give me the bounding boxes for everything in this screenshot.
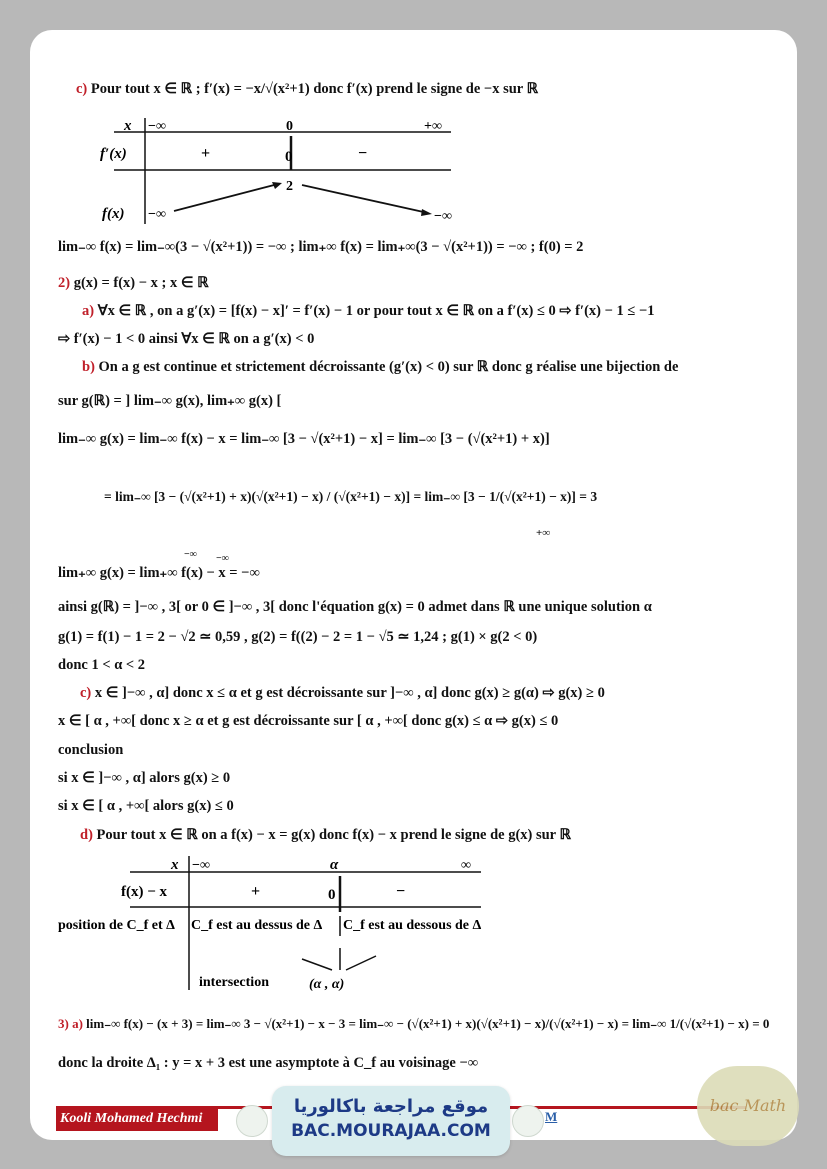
asymptote-limit: lim₋∞ f(x) − (x + 3) = lim₋∞ 3 − √(x²+1) − x − 3 = lim₋∞ − (√(x²+1) + x)(√(x²+1) − x)/(√(x²+1) − x) = lim₋∞ 1/(√(x²+1) − x) = 0 xyxy=(86,1016,770,1031)
sign-plus: + xyxy=(201,145,211,162)
x-val-neg-inf: −∞ xyxy=(148,119,166,134)
sign-minus: − xyxy=(358,145,368,162)
derivative-g-cont: ⇨ f′(x) − 1 < 0 ainsi ∀x ∈ ℝ on a g′(x) < 0 xyxy=(58,331,315,347)
alpha-bounds: donc 1 < α < 2 xyxy=(58,657,146,673)
below-label: C_f est au dessous de Δ xyxy=(343,918,482,933)
part-label: 3) a) xyxy=(58,1016,83,1031)
x-header: x xyxy=(124,118,132,134)
sign-fx-minus-x: Pour tout x ∈ ℝ on a f(x) − x = g(x) donc f(x) − x prend le signe de g(x) sur ℝ xyxy=(96,827,571,843)
fprime-header: f′(x) xyxy=(100,146,127,162)
intersection-point: (α , α) xyxy=(309,977,345,992)
site-name-arabic: موقع مراجعة باكالوريا xyxy=(293,1096,489,1117)
conclusion-2: si x ∈ [ α , +∞[ alors g(x) ≤ 0 xyxy=(58,798,234,814)
limit-g-neg: lim₋∞ g(x) = lim₋∞ f(x) − x = lim₋∞ [3 − √(x²+1) − x] = lim₋∞ [3 − (√(x²+1) + x)] xyxy=(58,431,550,447)
derivative-g: ∀x ∈ ℝ , on a g′(x) = [f(x) − x]′ = f′(x) − 1 or pour tout x ∈ ℝ on a f′(x) ≤ 0 ⇨ f′(x) − 1 ≤ −1 xyxy=(97,303,655,319)
position-label: position de C_f et Δ xyxy=(58,918,175,933)
part-label: 2) xyxy=(58,275,71,291)
intersection-label: intersection xyxy=(199,975,269,990)
limits-f: lim₋∞ f(x) = lim₋∞(3 − √(x²+1)) = −∞ ; lim₊∞ f(x) = lim₊∞(3 − √(x²+1)) = −∞ ; f(0) = 2 xyxy=(58,239,584,255)
sign-zero: 0 xyxy=(285,149,293,165)
part-2c xyxy=(80,684,605,702)
part-label: b) xyxy=(82,359,95,375)
school-logo-icon-right xyxy=(512,1105,544,1137)
above-label: C_f est au dessus de Δ xyxy=(191,918,323,933)
part-label: c) xyxy=(76,81,88,97)
f-header: f(x) xyxy=(102,206,125,222)
variation-table-f xyxy=(96,112,466,227)
x-val-neg-inf: −∞ xyxy=(192,858,210,873)
g-definition: g(x) = f(x) − x ; x ∈ ℝ xyxy=(73,275,209,291)
limit-sub-note: +∞ xyxy=(536,527,551,539)
part-label: c) xyxy=(80,685,92,701)
x-val-pos-inf: +∞ xyxy=(424,119,442,134)
part-1c xyxy=(76,80,538,98)
site-banner[interactable] xyxy=(272,1086,510,1156)
bijection-statement: On a g est continue et strictement décroissante (g′(x) < 0) sur ℝ donc g réalise une bijection de xyxy=(98,359,679,375)
x-header: x xyxy=(171,857,179,873)
limit-g-neg-conjugate: = lim₋∞ [3 − (√(x²+1) + x)(√(x²+1) − x) / (√(x²+1) − x)] = lim₋∞ [3 − 1/(√(x²+1) − x)] = 3 xyxy=(104,489,598,504)
school-logo-icon xyxy=(236,1105,268,1137)
part-3a xyxy=(58,1015,769,1033)
f-val-max: 2 xyxy=(286,179,293,194)
sign-zero: 0 xyxy=(328,887,336,903)
footer-tag: M xyxy=(545,1109,558,1124)
conclusion-1: si x ∈ ]−∞ , α] alors g(x) ≥ 0 xyxy=(58,770,231,786)
limit-g-pos: lim₊∞ g(x) = lim₊∞ f(x) − x = −∞ xyxy=(58,565,260,581)
part-2 xyxy=(58,274,209,292)
ivt-values: g(1) = f(1) − 1 = 2 − √2 ≃ 0,59 , g(2) = f((2) − 2 = 1 − √5 ≃ 1,24 ; g(1) × g(2 < 0) xyxy=(58,629,538,645)
f-val-right: −∞ xyxy=(434,209,452,224)
conclusion-heading: conclusion xyxy=(58,742,124,758)
bac-math-badge: bac Math xyxy=(697,1066,799,1146)
bijection-interval: sur g(ℝ) = ] lim₋∞ g(x), lim₊∞ g(x) [ xyxy=(58,393,282,409)
part-2a xyxy=(82,302,654,320)
position-table xyxy=(56,852,496,992)
image-of-g: ainsi g(ℝ) = ]−∞ , 3[ or 0 ∈ ]−∞ , 3[ donc l'équation g(x) = 0 admet dans ℝ une unique solution α xyxy=(58,599,652,615)
asymptote-conclusion: donc la droite Δ₁ : y = x + 3 est une asymptote à C_f au voisinage −∞ xyxy=(58,1055,479,1071)
x-val-zero: 0 xyxy=(286,119,293,134)
x-val-inf: ∞ xyxy=(461,858,471,873)
part-2d xyxy=(80,826,571,844)
part-label: a) xyxy=(82,303,95,319)
part-label: d) xyxy=(80,827,93,843)
row-header: f(x) − x xyxy=(121,884,168,900)
sign-minus: − xyxy=(396,883,406,900)
over-note-1: −∞ xyxy=(184,549,197,560)
f-val-left: −∞ xyxy=(148,207,166,222)
sign-right: x ∈ [ α , +∞[ donc x ≥ α et g est décroissante sur [ α , +∞[ donc g(x) ≤ α ⇨ g(x) ≤ 0 xyxy=(58,713,559,729)
x-val-alpha: α xyxy=(330,857,339,873)
site-url[interactable]: BAC.MOURAJAA.COM xyxy=(291,1121,491,1141)
sign-plus: + xyxy=(251,883,261,900)
sign-left: x ∈ ]−∞ , α] donc x ≤ α et g est décroissante sur ]−∞ , α] donc g(x) ≥ g(α) ⇨ g(x) ≥ 0 xyxy=(94,685,605,701)
author-label: Kooli Mohamed Hechmi xyxy=(56,1107,218,1131)
part-2b xyxy=(82,358,678,376)
over-note-2: −∞ xyxy=(216,553,229,564)
derivative-statement: Pour tout x ∈ ℝ ; f′(x) = −x/√(x²+1) donc f′(x) prend le signe de −x sur ℝ xyxy=(90,81,539,97)
